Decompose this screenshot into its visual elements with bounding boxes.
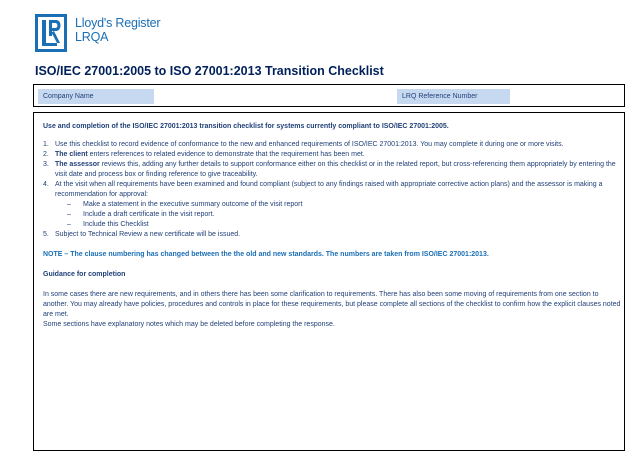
lrq-reference-label: LRQ Reference Number [397,89,510,104]
step-1 [43,140,621,150]
instructions-box [33,112,625,451]
numbering-note: NOTE – The clause numbering has changed between the the old and new standards. The numbers are taken from ISO/IEC 27001:2013. [43,251,489,258]
lloyds-register-logo [35,14,160,52]
sub-item-text: Include a draft certificate in the visit report. [83,211,215,218]
step-text: enters references to related evidence to demonstrate that the requirement has been met. [87,151,365,158]
instructions-steps [43,140,621,240]
step-lead: The assessor [55,161,100,168]
step-4 [43,180,621,230]
dash-bullet: – [67,211,71,218]
logo-line-2: LRQA [75,30,109,44]
step-text: At the visit when all requirements have been examined and found compliant (subject to any findings raised with appropriate corrective action plans) and the assessor is making a recommendation for approval: [55,181,603,198]
lrq-reference-field[interactable] [510,89,620,104]
step-number: 1. [43,141,49,148]
step-number: 5. [43,231,49,238]
sub-item-text: Make a statement in the executive summary outcome of the visit report [83,201,303,208]
step-5 [43,230,621,240]
sub-item-text: Include this Checklist [83,221,149,228]
step-text: Subject to Technical Review a new certificate will be issued. [55,231,241,238]
dash-bullet: – [67,201,71,208]
logo-line-1: Lloyd's Register [75,16,161,30]
step-4-sub-list [55,200,621,230]
guidance-paragraph: In some cases there are new requirements, and in others there has been some clarification to requirements. There has also been some moving of requirements from one section to another. You may already have policies, procedures and controls in place for these requirements, but please complete all sections of the checklist to confirm how the explicit clauses noted are met. [43,291,621,318]
step-number: 3. [43,161,49,168]
guidance-paragraph-2: Some sections have explanatory notes which may be deleted before completing the response. [43,321,335,328]
sub-item [63,220,621,230]
step-number: 4. [43,181,49,188]
step-3 [43,160,621,180]
dash-bullet: – [67,221,71,228]
sub-item [63,200,621,210]
step-lead: The client [55,151,88,158]
step-2 [43,150,621,160]
lloyds-register-lr-mark-icon [35,14,67,52]
step-number: 2. [43,151,49,158]
guidance-heading: Guidance for completion [43,271,126,278]
page-title: ISO/IEC 27001:2005 to ISO 27001:2013 Transition Checklist [35,64,384,78]
step-text: reviews this, adding any further details to support conformance either on this checklist or in the related report, but cross-referencing them appropriately by entering the visit date and process box or finding reference to give traceability. [55,161,616,178]
instructions-heading: Use and completion of the ISO/IEC 27001:2013 transition checklist for systems currently compliant to ISO/IEC 27001:2005. [43,123,449,130]
header-table [33,84,625,107]
company-name-field[interactable] [154,89,397,104]
step-text: Use this checklist to record evidence of conformance to the new and enhanced requirements of ISO/IEC 27001:2013. You may complete it during one or more visits. [55,141,564,148]
sub-item [63,210,621,220]
company-name-label: Company Name [38,89,154,104]
